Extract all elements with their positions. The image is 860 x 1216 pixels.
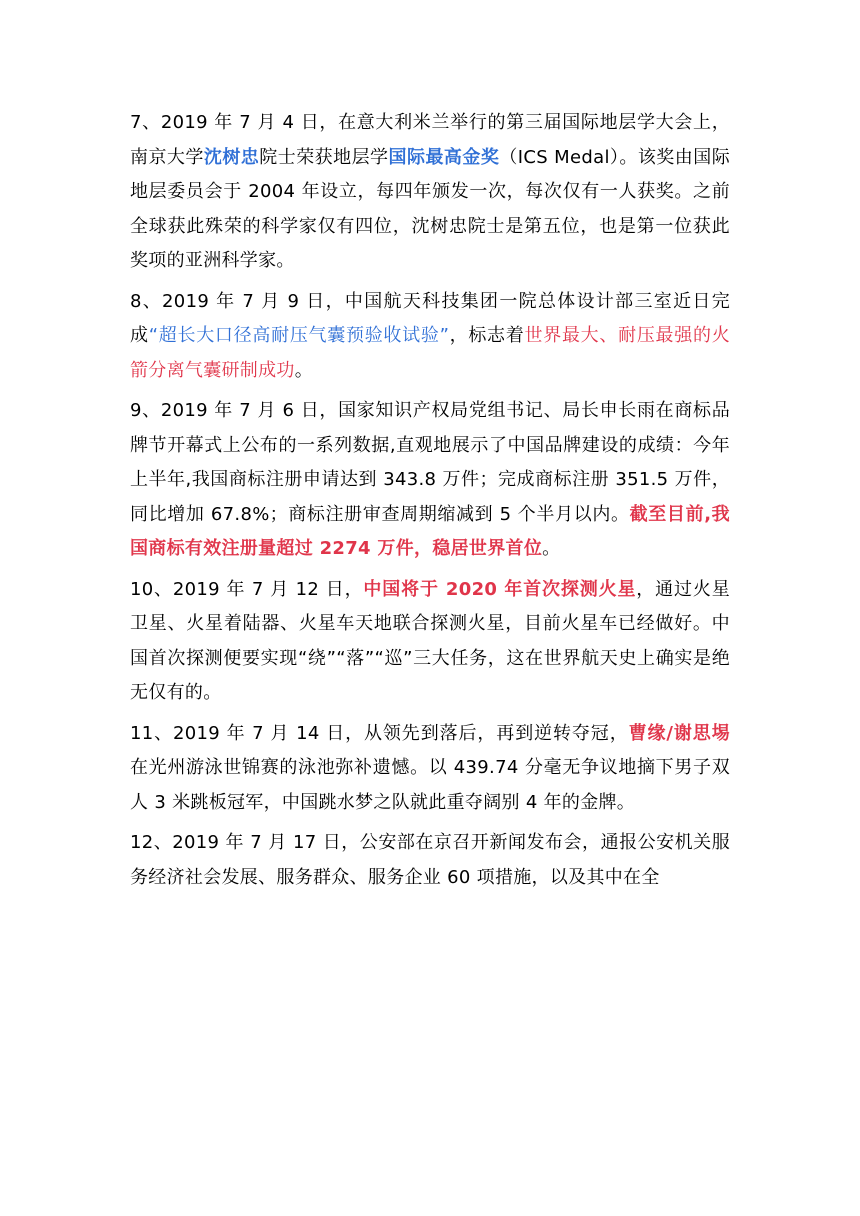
text-run: 7、2019 年 7 月 4 日，在意大利米兰举行的第三届国际地层学大会上，南京大学 <box>130 112 730 168</box>
highlight-test-name: “超长大口径高耐压气囊预验收试验” <box>148 325 450 346</box>
paragraph-item-10 <box>130 573 730 711</box>
highlight-achievement: 世界最大、耐压最强的火箭分离气囊研制成功 <box>130 325 730 381</box>
paragraph-item-12 <box>130 826 730 895</box>
text-run: 9、2019 年 7 月 6 日，国家知识产权局党组书记、局长申长雨在商标品牌节开幕式上公布的一系列数据,直观地展示了中国品牌建设的成绩：今年上半年,我国商标注册申请达到 343.8 万件；完成商标注册 351.5 万件，同比增加 67.8%；商标注册审查周期缩减到 5 个半月以内。 <box>130 400 730 525</box>
highlight-award: 国际最高金奖 <box>388 146 500 168</box>
highlight-trademark-record: 截至目前,我国商标有效注册量超过 2274 万件，稳居世界首位 <box>130 503 730 559</box>
text-run: ，标志着 <box>449 325 525 346</box>
paragraph-item-8 <box>130 285 730 389</box>
highlight-name: 沈树忠 <box>203 146 260 168</box>
paragraph-item-11 <box>130 717 730 821</box>
document-body <box>130 106 730 901</box>
text-run: 12、2019 年 7 月 17 日，公安部在京召开新闻发布会，通报公安机关服务经济社会发展、服务群众、服务企业 60 项措施，以及其中在全 <box>130 832 730 888</box>
paragraph-item-7 <box>130 106 730 279</box>
text-run: 。 <box>542 538 561 559</box>
highlight-athletes: 曹缘/谢思埸 <box>628 722 731 744</box>
text-run: 在光州游泳世锦赛的泳池弥补遗憾。以 439.74 分毫无争议地摘下男子双人 3 米跳板冠军，中国跳水梦之队就此重夺阔别 4 年的金牌。 <box>130 757 730 813</box>
text-run: 院士荣获地层学 <box>259 146 389 168</box>
paragraph-item-9 <box>130 394 730 567</box>
text-run: 11、2019 年 7 月 14 日，从领先到落后，再到逆转夺冠， <box>130 722 629 744</box>
text-run: 8、2019 年 7 月 9 日，中国航天科技集团一院总体设计部三室近日完成 <box>130 290 730 346</box>
text-run: ，通过火星卫星、火星着陆器、火星车天地联合探测火星，目前火星车已经做好。中国首次探测便要实现“绕”“落”“巡”三大任务，这在世界航天史上确实是绝无仅有的。 <box>130 578 730 703</box>
text-run: 10、2019 年 7 月 12 日， <box>130 578 364 600</box>
text-run: （ICS Medal）。该奖由国际地层委员会于 2004 年设立，每四年颁发一次，每次仅有一人获奖。之前全球获此殊荣的科学家仅有四位，沈树忠院士是第五位，也是第一位获此奖项的亚洲科学家。 <box>130 146 730 271</box>
highlight-mars-mission: 中国将于 2020 年首次探测火星 <box>363 578 637 600</box>
text-run: 。 <box>294 359 314 381</box>
